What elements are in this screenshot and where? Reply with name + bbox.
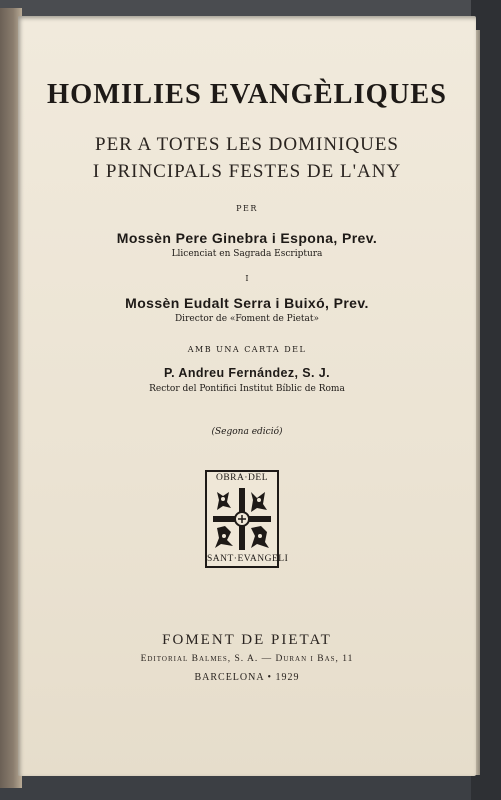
publisher-address: Editorial Balmes, S. A. — Duran i Bas, 11 — [140, 654, 354, 664]
letter-intro: AMB UNA CARTA DEL — [187, 345, 307, 354]
author-3-name: P. Andreu Fernández, S. J. — [164, 366, 330, 380]
author-2-name: Mossèn Eudalt Serra i Buixó, Prev. — [125, 295, 369, 311]
edition-note: (Segona edició) — [211, 427, 283, 437]
publisher-seal — [205, 470, 289, 568]
author-1-title: Llicenciat en Sagrada Escriptura — [171, 249, 323, 259]
title-page — [18, 16, 476, 776]
subtitle-line-1: PER A TOTES LES DOMINIQUES — [95, 134, 399, 155]
subtitle-line-2: I PRINCIPALS FESTES DE L'ANY — [92, 161, 402, 182]
by-label: PER — [236, 204, 258, 213]
author-1-name: Mossèn Pere Ginebra i Espona, Prev. — [116, 230, 378, 246]
cross-emblem-icon — [211, 486, 273, 552]
place-and-year: BARCELONA • 1929 — [194, 672, 300, 683]
seal-bottom-text: SANT·EVANGELI — [207, 554, 289, 564]
author-2-title: Director de «Foment de Pietat» — [174, 314, 320, 324]
conjunction: I — [245, 274, 249, 283]
author-3-title: Rector del Pontifici Institut Bíblic de Roma — [149, 384, 345, 394]
publisher-name: FOMENT DE PIETAT — [162, 632, 332, 648]
book-title: HOMILIES EVANGÈLIQUES — [47, 78, 447, 110]
seal-top-text: OBRA·DEL — [215, 473, 269, 483]
